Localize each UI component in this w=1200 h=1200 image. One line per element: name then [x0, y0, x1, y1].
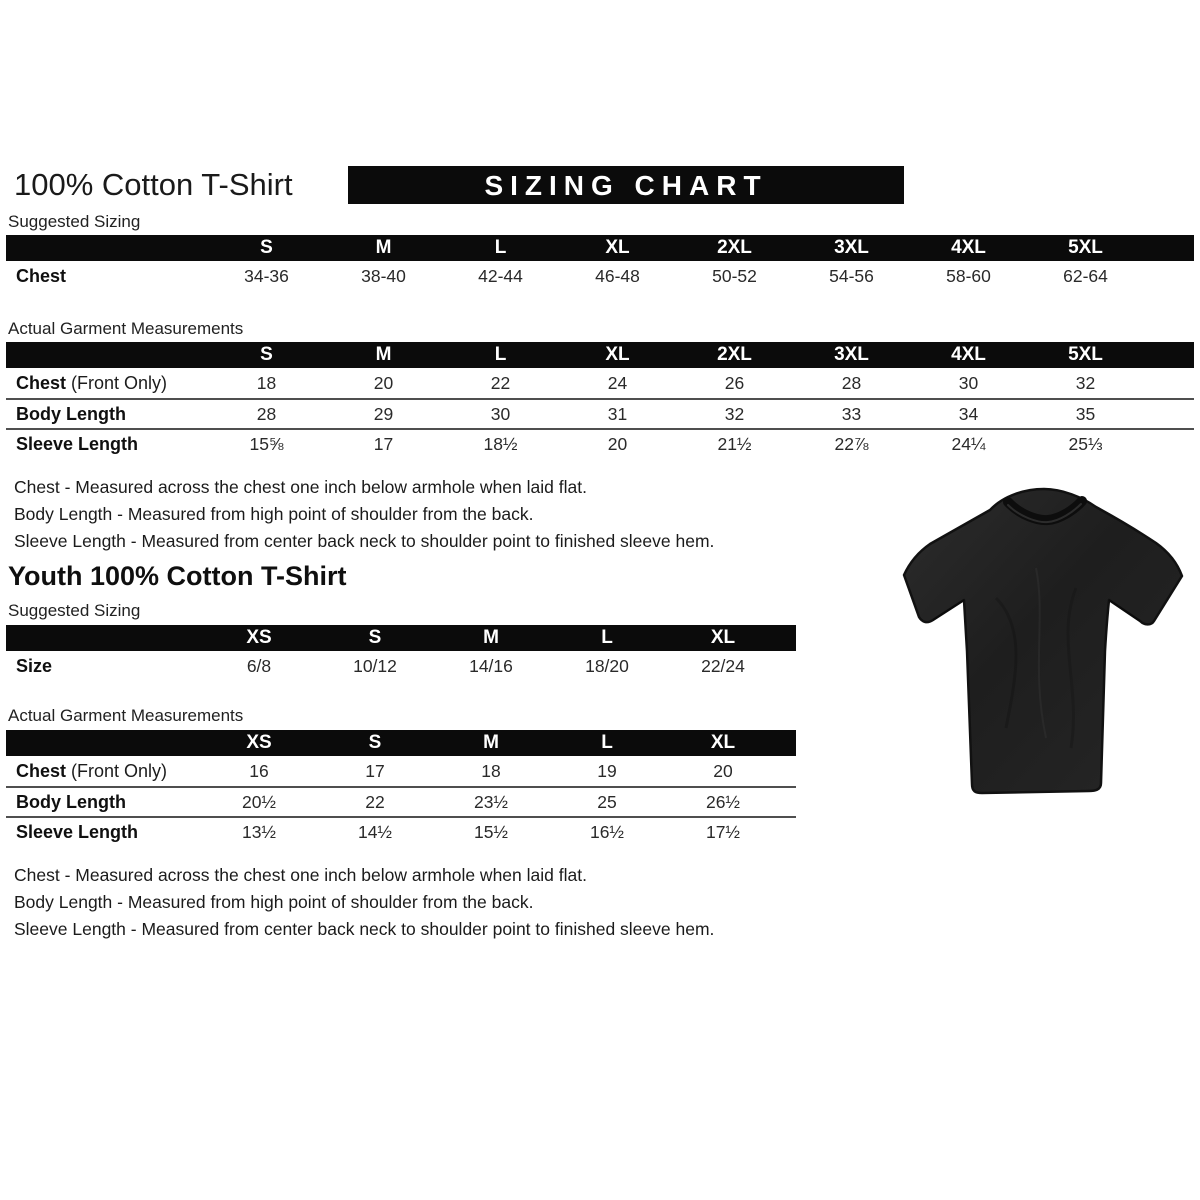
- table-cell: 24¼: [951, 433, 986, 454]
- table-cell: 28: [256, 403, 277, 424]
- adult-body-length-row: [6, 398, 1194, 428]
- table-cell: 31: [607, 403, 628, 424]
- table-cell: 25⅓: [1068, 433, 1103, 454]
- table-cell: 32: [1075, 372, 1096, 393]
- table-cell: 17: [373, 433, 394, 454]
- size-col-header: 4XL: [951, 237, 986, 258]
- table-cell: 20: [713, 760, 733, 781]
- table-cell: 20½: [241, 791, 277, 812]
- table-cell: 14/16: [469, 655, 513, 676]
- table-cell: 17: [365, 760, 385, 781]
- size-col-header: 3XL: [834, 237, 869, 258]
- size-col-header: L: [601, 627, 613, 648]
- adult-actual-header-row: [6, 342, 1194, 368]
- table-cell: 28: [841, 372, 862, 393]
- size-col-header: L: [494, 344, 507, 365]
- table-cell: 58-60: [946, 265, 991, 286]
- table-cell: 35: [1075, 403, 1096, 424]
- size-col-header: M: [375, 237, 392, 258]
- table-cell: 54-56: [829, 265, 874, 286]
- note-body-length: Body Length - Measured from high point of shoulder from the back.: [14, 892, 534, 912]
- size-col-header: M: [375, 344, 392, 365]
- row-label: Chest: [16, 265, 67, 286]
- row-label: Sleeve Length: [16, 821, 139, 842]
- size-col-header: S: [368, 732, 382, 753]
- size-col-header: 4XL: [951, 344, 986, 365]
- page-title: 100% Cotton T-Shirt: [14, 167, 293, 202]
- adult-chest-range-row: [6, 261, 1194, 291]
- size-col-header: XL: [605, 344, 630, 365]
- youth-actual-measurements-table: [6, 730, 796, 846]
- table-cell: 18: [256, 372, 277, 393]
- size-col-header: S: [260, 237, 273, 258]
- sizing-chart-banner: SIZING CHART: [348, 166, 904, 204]
- row-label: Body Length: [16, 403, 126, 424]
- table-cell: 62-64: [1063, 265, 1108, 286]
- tshirt-illustration: [896, 478, 1192, 822]
- size-col-header: S: [368, 627, 382, 648]
- size-col-header: XL: [710, 627, 736, 648]
- youth-sleeve-length-row: [6, 816, 796, 846]
- table-cell: 15⅝: [249, 433, 284, 454]
- youth-chest-row: [6, 756, 796, 786]
- table-cell: 46-48: [595, 265, 640, 286]
- black-tshirt-photo: [896, 478, 1192, 822]
- size-col-header: XL: [605, 237, 630, 258]
- size-col-header: M: [483, 732, 499, 753]
- table-cell: 34-36: [244, 265, 289, 286]
- youth-suggested-header-row: [6, 625, 796, 651]
- row-label-rest: (Front Only): [66, 760, 168, 781]
- table-cell: 21½: [717, 433, 752, 454]
- table-cell: 42-44: [478, 265, 523, 286]
- adult-chest-row: [6, 368, 1194, 398]
- table-cell: 33: [841, 403, 862, 424]
- table-cell: 30: [490, 403, 511, 424]
- note-chest: Chest - Measured across the chest one inch below armhole when laid flat.: [14, 477, 587, 497]
- row-label-bold: Chest: [16, 760, 67, 781]
- youth-actual-measurements-label: Actual Garment Measurements: [8, 706, 244, 725]
- table-cell: 38-40: [361, 265, 406, 286]
- row-label-rest: (Front Only): [66, 372, 168, 393]
- table-cell: 29: [373, 403, 394, 424]
- size-col-header: XS: [246, 732, 272, 753]
- table-cell: 22: [365, 791, 385, 812]
- table-cell: 14½: [357, 821, 393, 842]
- table-cell: 16: [249, 760, 269, 781]
- table-cell: 50-52: [712, 265, 757, 286]
- youth-suggested-sizing-label: Suggested Sizing: [8, 601, 141, 620]
- table-cell: 13½: [241, 821, 277, 842]
- table-cell: 32: [724, 403, 745, 424]
- table-cell: 18: [481, 760, 501, 781]
- header-row: [6, 166, 1194, 206]
- size-col-header: 3XL: [834, 344, 869, 365]
- table-cell: 20: [607, 433, 628, 454]
- table-cell: 18½: [483, 433, 518, 454]
- note-body-length: Body Length - Measured from high point of shoulder from the back.: [14, 504, 534, 524]
- size-col-header: 2XL: [717, 237, 752, 258]
- youth-body-length-row: [6, 786, 796, 816]
- table-cell: 34: [958, 403, 979, 424]
- size-col-header: XL: [710, 732, 736, 753]
- size-col-header: L: [601, 732, 613, 753]
- note-sleeve-length: Sleeve Length - Measured from center back neck to shoulder point to finished sleeve hem.: [14, 919, 715, 939]
- table-cell: 20: [373, 372, 394, 393]
- adult-suggested-sizing-table: [6, 235, 1194, 291]
- youth-section-title: Youth 100% Cotton T-Shirt: [8, 561, 347, 591]
- table-cell: 6/8: [246, 655, 272, 676]
- youth-measurement-notes: [6, 862, 1194, 943]
- size-col-header: 5XL: [1068, 237, 1103, 258]
- row-label: Body Length: [16, 791, 126, 812]
- size-col-header: L: [494, 237, 507, 258]
- table-cell: 26½: [705, 791, 741, 812]
- table-cell: 16½: [589, 821, 625, 842]
- size-col-header: S: [260, 344, 273, 365]
- adult-actual-measurements-label: Actual Garment Measurements: [8, 319, 244, 338]
- row-label: [6, 761, 201, 782]
- row-label-bold: Chest: [16, 372, 67, 393]
- youth-size-row: [6, 651, 796, 681]
- table-cell: 25: [597, 791, 617, 812]
- row-label: Size: [16, 655, 53, 676]
- adult-suggested-header-row: [6, 235, 1194, 261]
- table-cell: 19: [597, 760, 617, 781]
- youth-actual-header-row: [6, 730, 796, 756]
- table-cell: 22⅞: [834, 433, 869, 454]
- adult-sleeve-length-row: [6, 428, 1194, 458]
- table-cell: 23½: [473, 791, 509, 812]
- table-cell: 26: [724, 372, 745, 393]
- table-cell: 10/12: [353, 655, 397, 676]
- size-col-header: M: [483, 627, 499, 648]
- table-cell: 18/20: [585, 655, 629, 676]
- table-cell: 24: [607, 372, 628, 393]
- table-cell: 22/24: [701, 655, 745, 676]
- table-cell: 30: [958, 372, 979, 393]
- youth-suggested-sizing-table: [6, 625, 796, 681]
- adult-actual-measurements-table: [6, 342, 1194, 458]
- table-cell: 22: [490, 372, 511, 393]
- row-label: [6, 373, 208, 394]
- note-sleeve-length: Sleeve Length - Measured from center back neck to shoulder point to finished sleeve hem.: [14, 531, 715, 551]
- table-cell: 17½: [705, 821, 741, 842]
- size-col-header: XS: [246, 627, 272, 648]
- size-col-header: 2XL: [717, 344, 752, 365]
- table-cell: 15½: [473, 821, 509, 842]
- size-col-header: 5XL: [1068, 344, 1103, 365]
- note-chest: Chest - Measured across the chest one inch below armhole when laid flat.: [14, 865, 587, 885]
- row-label: Sleeve Length: [16, 433, 139, 454]
- adult-suggested-sizing-label: Suggested Sizing: [8, 212, 141, 231]
